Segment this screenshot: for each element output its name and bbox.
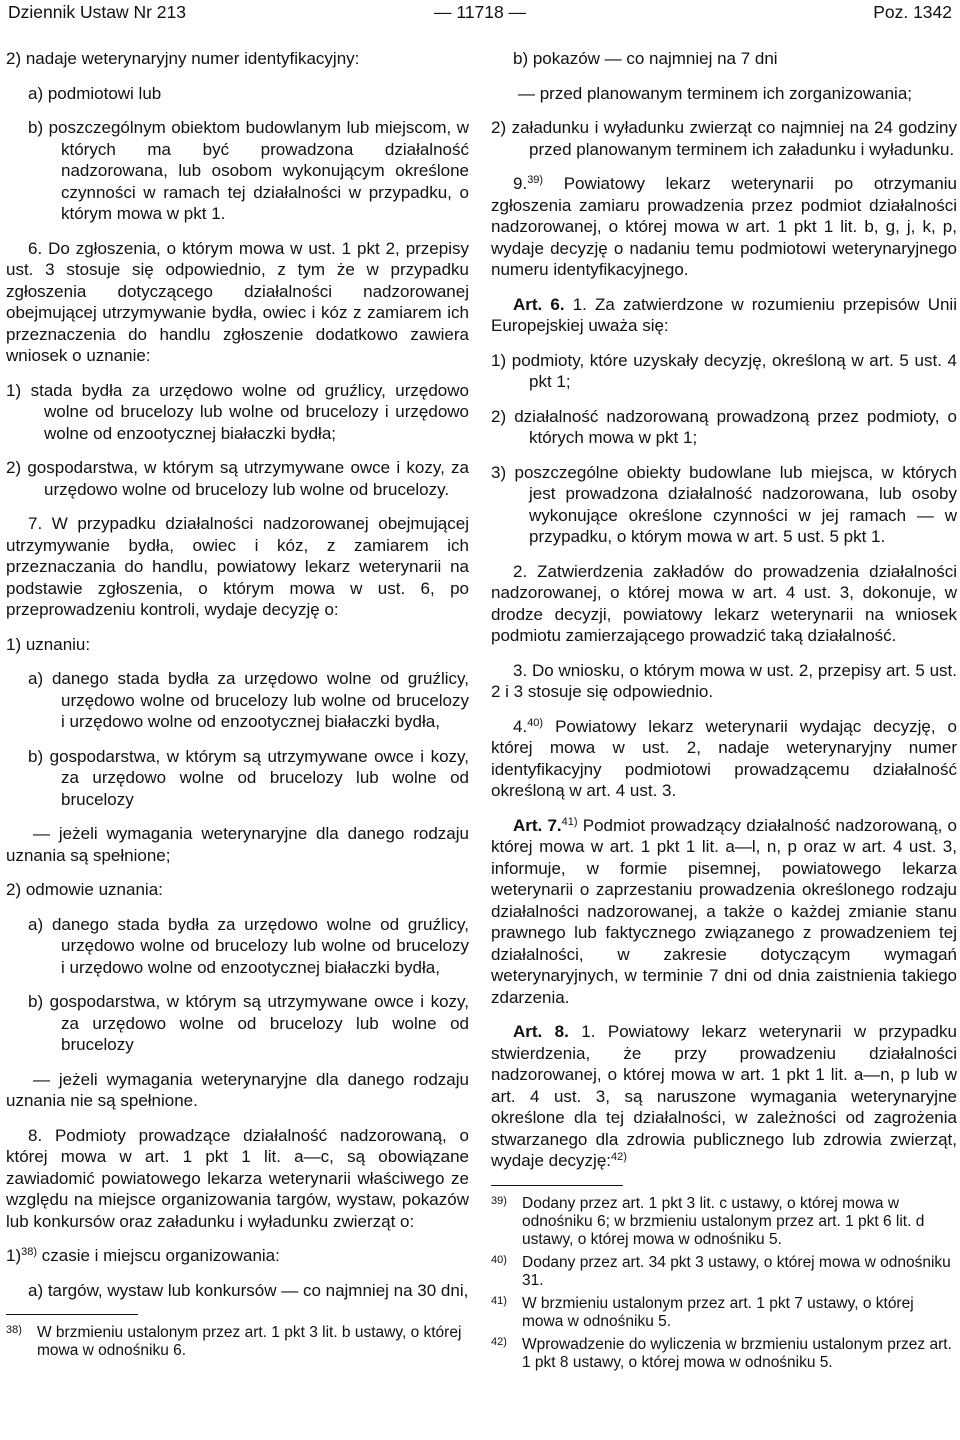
section-6-item-2: 2) gospodarstwa, w którym są utrzymywane owce i kozy, za urzędowo wolne od brucelozy lub wolne od brucelozy. bbox=[6, 458, 469, 499]
article-6-item-1: 1) podmioty, które uzyskały decyzję, określoną w art. 5 ust. 4 pkt 1; bbox=[491, 350, 957, 391]
footnote-ref-40: 40) bbox=[527, 716, 544, 729]
section-8-item-1a: a) targów, wystaw lub konkursów — co najmniej na 30 dni, bbox=[28, 1280, 469, 1300]
article-7 bbox=[491, 815, 957, 1009]
section-7-item-2a: a) danego stada bydła za urzędowo wolne od gruźlicy, urzędowo wolne od brucelozy lub wolne od brucelozy i urzędowo wolne od enzootycznej białaczki bydła, bbox=[28, 914, 469, 977]
section-7-item-1-tail: — jeżeli wymagania weterynaryjne dla danego rodzaju uznania są spełnione; bbox=[6, 824, 469, 865]
article-label: Art. 6. bbox=[513, 294, 565, 314]
footnote-ref-39: 39) bbox=[527, 174, 544, 186]
footnote-number: 42) bbox=[491, 1335, 507, 1348]
footnote-text: Dodany przez art. 1 pkt 3 lit. c ustawy, o której mowa w odnośniku 6; w brzmieniu ustalonym przez art. 1 pkt 6 lit. d ustawy, o której mowa w odnośniku 5. bbox=[522, 1194, 925, 1248]
section-8: 8. Podmioty prowadzące działalność nadzorowaną, o której mowa w art. 1 pkt 1 lit. a—c, są obowiązane zawiadomić powiatowego lekarza weterynarii właściwego ze względu na miejsce organizowania targów, wystaw, pokazów lub konkursów oraz załadunku i wyładunku zwierząt o: bbox=[6, 1125, 469, 1231]
item-number: 1) bbox=[6, 1246, 22, 1265]
section-7-item-2b: b) gospodarstwa, w którym są utrzymywane owce i kozy, za urzędowo wolne od brucelozy lub wolne od brucelozy bbox=[28, 992, 469, 1054]
journal-title: Dziennik Ustaw Nr 213 bbox=[8, 2, 186, 22]
section-number: 9. bbox=[513, 174, 528, 193]
footnote-42 bbox=[491, 1333, 957, 1372]
footnote-text: W brzmieniu ustalonym przez art. 1 pkt 3 lit. b ustawy, o której mowa w odnośniku 6. bbox=[37, 1324, 462, 1359]
section-8-item-1-tail: — przed planowanym terminem ich zorganizowania; bbox=[518, 83, 913, 103]
section-text: Powiatowy lekarz weterynarii wydając decyzję, o której mowa w ust. 2, nadaje weterynaryjny numer identyfikacyjny podmiotowi prowadzącemu działalność określoną w art. 4 ust. 3. bbox=[491, 716, 957, 800]
footnote-ref-42: 42) bbox=[611, 1151, 627, 1163]
article-label: Art. 7. bbox=[513, 815, 562, 835]
footnote-number: 41) bbox=[491, 1294, 507, 1307]
footnote-ref-41: 41) bbox=[561, 815, 578, 828]
footnote-number: 38) bbox=[6, 1324, 22, 1336]
article-label: Art. 8. bbox=[513, 1022, 569, 1041]
section-7-item-1: 1) uznaniu: bbox=[6, 634, 91, 654]
section-7-item-2: 2) odmowie uznania: bbox=[6, 880, 163, 899]
item-2: 2) nadaje weterynaryjny numer identyfikacyjny: bbox=[6, 49, 360, 68]
left-column bbox=[6, 48, 469, 1436]
article-6-section-4 bbox=[491, 716, 957, 802]
item-2a: a) podmiotowi lub bbox=[28, 83, 162, 103]
article-8 bbox=[491, 1021, 957, 1172]
article-6-item-2: 2) działalność nadzorowaną prowadzoną przez podmioty, o których mowa w pkt 1; bbox=[491, 406, 957, 447]
section-6-item-1: 1) stada bydła za urzędowo wolne od gruźlicy, urzędowo wolne od brucelozy lub wolne od brucelozy i urzędowo wolne od enzootycznej białaczki bydła; bbox=[6, 380, 469, 443]
section-8-item-1 bbox=[6, 1245, 469, 1267]
item-2b: b) poszczególnym obiektom budowlanym lub miejscom, w których ma być prowadzona działalność nadzorowana, lub osobom wykonującym określone czynności w ramach tej działalności w przypadku, o którym mowa w pkt 1. bbox=[28, 118, 469, 223]
section-7-item-1b: b) gospodarstwa, w którym są utrzymywane owce i kozy, za urzędowo wolne od brucelozy lub wolne od brucelozy bbox=[28, 746, 469, 809]
article-6-item-3: 3) poszczególne obiekty budowlane lub miejsca, w których jest prowadzona działalność nadzorowana, lub osoby wykonujące określone czynności w jej ramach — w przypadku, o którym mowa w art. 5 ust. 5 pkt 1. bbox=[491, 462, 957, 546]
footnote-ref-38: 38) bbox=[21, 1246, 38, 1258]
article-6 bbox=[491, 294, 957, 337]
footnote-41 bbox=[491, 1292, 957, 1331]
article-text: 1. Za zatwierdzone w rozumieniu przepisów Unii Europejskiej uważa się: bbox=[491, 294, 957, 335]
footnote-39 bbox=[491, 1192, 957, 1249]
section-text: Powiatowy lekarz weterynarii po otrzymaniu zgłoszenia zamiaru prowadzenia przez podmiot działalności nadzorowanej, o której mowa w art. 1 pkt 1 lit. b, g, j, k, p, wydaje decyzję o nadaniu temu podmiotowi weterynaryjnego numeru identyfikacyjnego. bbox=[491, 174, 957, 279]
right-column bbox=[491, 48, 957, 1436]
section-7-item-2-tail: — jeżeli wymagania weterynaryjne dla danego rodzaju uznania nie są spełnione. bbox=[6, 1069, 469, 1110]
item-text: czasie i miejscu organizowania: bbox=[37, 1246, 280, 1265]
section-6: 6. Do zgłoszenia, o którym mowa w ust. 1 pkt 2, przepisy ust. 3 stosuje się odpowiednio, z tym że w przypadku zgłoszenia dotyczącego działalności nadzorowanej obejmującej utrzymywanie bydła, owiec i kóz z zamiarem ich przeznaczenia do handlu zgłoszenie dodatkowo zawiera wniosek o uznanie: bbox=[6, 238, 469, 365]
page-number: — 11718 — bbox=[433, 2, 527, 22]
section-9 bbox=[491, 173, 957, 281]
section-7-item-1a: a) danego stada bydła za urzędowo wolne od gruźlicy, urzędowo wolne od brucelozy lub wolne od brucelozy i urzędowo wolne od enzootycznej białaczki bydła, bbox=[28, 669, 469, 731]
article-text: Podmiot prowadzący działalność nadzorowaną, o której mowa w art. 1 pkt 1 lit. a—l, n, p oraz w art. 4 ust. 3, informuje, w formie pisemnej, powiatowego lekarza weterynarii o zaprzestaniu prowadzenia określonego rodzaju działalności nadzorowanej, a także o każdej zmianie stanu prawnego lub faktycznego związanego z prowadzeniem tej działalności, w zakresie dotyczącym wymagań weterynaryjnych, w terminie 7 dni od dnia zaistnienia takiego zdarzenia. bbox=[491, 815, 957, 1007]
position-number: Poz. 1342 bbox=[873, 2, 952, 22]
article-6-section-2: 2. Zatwierdzenia zakładów do prowadzenia działalności nadzorowanej, o której mowa w art. 4 ust. 3, dokonuje, w drodze decyzji, powiatowy lekarz weterynarii na wniosek podmiotu zamierzającego prowadzić taką działalność. bbox=[491, 561, 957, 645]
footnote-number: 40) bbox=[491, 1253, 507, 1266]
footnote-40 bbox=[491, 1251, 957, 1290]
article-6-section-3: 3. Do wniosku, o którym mowa w ust. 2, przepisy art. 5 ust. 2 i 3 stosuje się odpowiednio. bbox=[491, 660, 957, 701]
section-8-item-2: 2) załadunku i wyładunku zwierząt co najmniej na 24 godziny przed planowanym terminem ich załadunku i wyładunku. bbox=[491, 118, 957, 159]
section-number: 4. bbox=[513, 716, 528, 736]
section-8-item-1b: b) pokazów — co najmniej na 7 dni bbox=[513, 49, 778, 68]
footnote-divider bbox=[491, 1185, 623, 1186]
footnote-text: W brzmieniu ustalonym przez art. 1 pkt 7 ustawy, o której mowa w odnośniku 5. bbox=[522, 1294, 914, 1330]
article-text: 1. Powiatowy lekarz weterynarii w przypadku stwierdzenia, że przy prowadzeniu działalności nadzorowanej, o której mowa w art. 1 pkt 1 lit. a—n, p lub w art. 4 ust. 3, są naruszone wymagania weterynaryjne określone dla tej działalności, w zależności od zagrożenia stwarzanego dla zdrowia publicznego lub zdrowia zwierząt, wydaje decyzję: bbox=[491, 1022, 957, 1170]
footnote-38 bbox=[6, 1321, 469, 1360]
footnote-text: Dodany przez art. 34 pkt 3 ustawy, o której mowa w odnośniku 31. bbox=[522, 1253, 951, 1289]
footnote-number: 39) bbox=[491, 1194, 507, 1207]
footnote-text: Wprowadzenie do wyliczenia w brzmieniu ustalonym przez art. 1 pkt 8 ustawy, o której mowa w odnośniku 5. bbox=[522, 1335, 952, 1371]
section-7: 7. W przypadku działalności nadzorowanej obejmującej utrzymywanie bydła, owiec i kóz, z zamiarem ich przeznaczania do handlu, powiatowy lekarz weterynarii na podstawie zgłoszenia, o którym mowa w ust. 6, po przeprowadzeniu kontroli, wydaje decyzję o: bbox=[6, 514, 469, 619]
footnote-divider bbox=[6, 1314, 138, 1315]
page-header bbox=[8, 0, 952, 24]
